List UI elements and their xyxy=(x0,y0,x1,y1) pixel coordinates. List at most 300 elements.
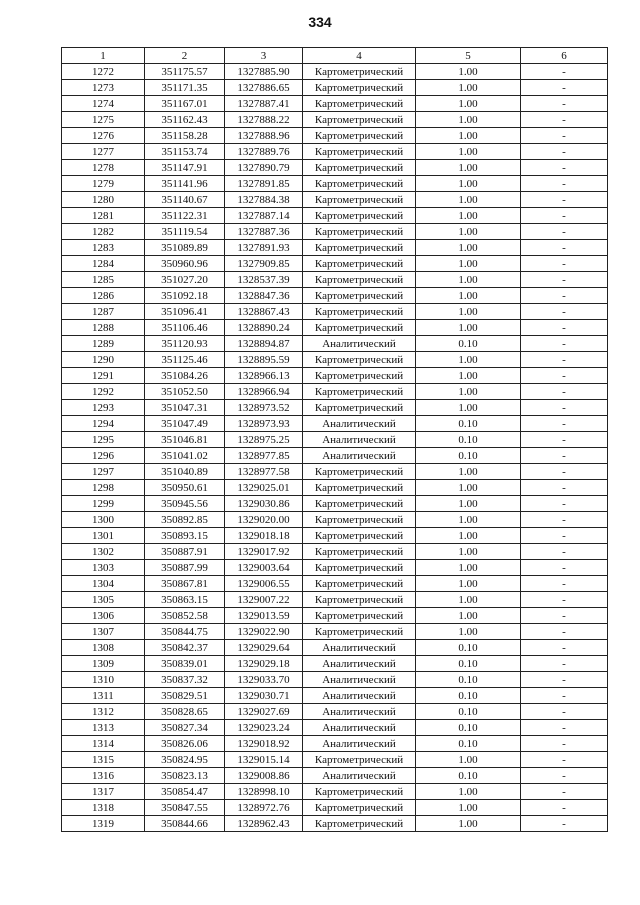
point-number-cell: 1290 xyxy=(62,352,145,368)
accuracy-cell: 1.00 xyxy=(416,272,521,288)
note-cell: - xyxy=(521,64,608,80)
y-coordinate-cell: 1327891.85 xyxy=(225,176,303,192)
accuracy-cell: 1.00 xyxy=(416,592,521,608)
y-coordinate-cell: 1327888.22 xyxy=(225,112,303,128)
point-number-cell: 1272 xyxy=(62,64,145,80)
y-coordinate-cell: 1328977.85 xyxy=(225,448,303,464)
x-coordinate-cell: 350842.37 xyxy=(145,640,225,656)
note-cell: - xyxy=(521,112,608,128)
point-number-cell: 1283 xyxy=(62,240,145,256)
accuracy-cell: 1.00 xyxy=(416,752,521,768)
method-cell: Картометрический xyxy=(303,400,416,416)
table-header-row xyxy=(62,48,608,64)
note-cell: - xyxy=(521,480,608,496)
method-cell: Картометрический xyxy=(303,256,416,272)
table-row xyxy=(62,240,608,256)
table-row xyxy=(62,592,608,608)
note-cell: - xyxy=(521,336,608,352)
method-cell: Картометрический xyxy=(303,128,416,144)
x-coordinate-cell: 351089.89 xyxy=(145,240,225,256)
x-coordinate-cell: 351119.54 xyxy=(145,224,225,240)
table-row xyxy=(62,736,608,752)
y-coordinate-cell: 1328895.59 xyxy=(225,352,303,368)
y-coordinate-cell: 1328972.76 xyxy=(225,800,303,816)
accuracy-cell: 1.00 xyxy=(416,256,521,272)
table-row xyxy=(62,416,608,432)
y-coordinate-cell: 1329020.00 xyxy=(225,512,303,528)
x-coordinate-cell: 351175.57 xyxy=(145,64,225,80)
note-cell: - xyxy=(521,496,608,512)
method-cell: Картометрический xyxy=(303,320,416,336)
x-coordinate-cell: 350863.15 xyxy=(145,592,225,608)
x-coordinate-cell: 350844.75 xyxy=(145,624,225,640)
point-number-cell: 1284 xyxy=(62,256,145,272)
table-row xyxy=(62,304,608,320)
accuracy-cell: 1.00 xyxy=(416,560,521,576)
x-coordinate-cell: 351047.49 xyxy=(145,416,225,432)
y-coordinate-cell: 1329017.92 xyxy=(225,544,303,560)
note-cell: - xyxy=(521,80,608,96)
note-cell: - xyxy=(521,304,608,320)
point-number-cell: 1301 xyxy=(62,528,145,544)
method-cell: Аналитический xyxy=(303,640,416,656)
accuracy-cell: 0.10 xyxy=(416,640,521,656)
column-header: 5 xyxy=(416,48,521,64)
x-coordinate-cell: 350892.85 xyxy=(145,512,225,528)
method-cell: Аналитический xyxy=(303,672,416,688)
point-number-cell: 1299 xyxy=(62,496,145,512)
accuracy-cell: 1.00 xyxy=(416,608,521,624)
y-coordinate-cell: 1327890.79 xyxy=(225,160,303,176)
point-number-cell: 1280 xyxy=(62,192,145,208)
point-number-cell: 1300 xyxy=(62,512,145,528)
accuracy-cell: 1.00 xyxy=(416,816,521,832)
y-coordinate-cell: 1329027.69 xyxy=(225,704,303,720)
accuracy-cell: 0.10 xyxy=(416,688,521,704)
point-number-cell: 1278 xyxy=(62,160,145,176)
point-number-cell: 1285 xyxy=(62,272,145,288)
y-coordinate-cell: 1327891.93 xyxy=(225,240,303,256)
x-coordinate-cell: 351092.18 xyxy=(145,288,225,304)
note-cell: - xyxy=(521,128,608,144)
table-body xyxy=(62,64,608,832)
method-cell: Картометрический xyxy=(303,480,416,496)
table-row xyxy=(62,176,608,192)
table-row xyxy=(62,544,608,560)
method-cell: Картометрический xyxy=(303,96,416,112)
method-cell: Аналитический xyxy=(303,448,416,464)
table-row xyxy=(62,688,608,704)
table-row xyxy=(62,400,608,416)
table-row xyxy=(62,624,608,640)
note-cell: - xyxy=(521,656,608,672)
point-number-cell: 1295 xyxy=(62,432,145,448)
point-number-cell: 1304 xyxy=(62,576,145,592)
x-coordinate-cell: 351027.20 xyxy=(145,272,225,288)
point-number-cell: 1315 xyxy=(62,752,145,768)
point-number-cell: 1303 xyxy=(62,560,145,576)
method-cell: Картометрический xyxy=(303,64,416,80)
accuracy-cell: 1.00 xyxy=(416,368,521,384)
x-coordinate-cell: 351147.91 xyxy=(145,160,225,176)
note-cell: - xyxy=(521,672,608,688)
y-coordinate-cell: 1327889.76 xyxy=(225,144,303,160)
note-cell: - xyxy=(521,560,608,576)
method-cell: Картометрический xyxy=(303,800,416,816)
x-coordinate-cell: 351162.43 xyxy=(145,112,225,128)
table-row xyxy=(62,368,608,384)
method-cell: Картометрический xyxy=(303,512,416,528)
table-row xyxy=(62,288,608,304)
accuracy-cell: 1.00 xyxy=(416,96,521,112)
note-cell: - xyxy=(521,160,608,176)
point-number-cell: 1310 xyxy=(62,672,145,688)
note-cell: - xyxy=(521,96,608,112)
note-cell: - xyxy=(521,720,608,736)
x-coordinate-cell: 351122.31 xyxy=(145,208,225,224)
method-cell: Картометрический xyxy=(303,592,416,608)
x-coordinate-cell: 350828.65 xyxy=(145,704,225,720)
point-number-cell: 1291 xyxy=(62,368,145,384)
method-cell: Картометрический xyxy=(303,384,416,400)
x-coordinate-cell: 351047.31 xyxy=(145,400,225,416)
table-row xyxy=(62,704,608,720)
note-cell: - xyxy=(521,352,608,368)
note-cell: - xyxy=(521,288,608,304)
y-coordinate-cell: 1328537.39 xyxy=(225,272,303,288)
accuracy-cell: 1.00 xyxy=(416,480,521,496)
method-cell: Картометрический xyxy=(303,784,416,800)
note-cell: - xyxy=(521,144,608,160)
note-cell: - xyxy=(521,272,608,288)
point-number-cell: 1296 xyxy=(62,448,145,464)
point-number-cell: 1281 xyxy=(62,208,145,224)
table-row xyxy=(62,448,608,464)
point-number-cell: 1312 xyxy=(62,704,145,720)
note-cell: - xyxy=(521,608,608,624)
table-row xyxy=(62,800,608,816)
accuracy-cell: 1.00 xyxy=(416,176,521,192)
note-cell: - xyxy=(521,240,608,256)
x-coordinate-cell: 350826.06 xyxy=(145,736,225,752)
accuracy-cell: 0.10 xyxy=(416,736,521,752)
accuracy-cell: 1.00 xyxy=(416,128,521,144)
point-number-cell: 1274 xyxy=(62,96,145,112)
x-coordinate-cell: 351141.96 xyxy=(145,176,225,192)
note-cell: - xyxy=(521,448,608,464)
method-cell: Картометрический xyxy=(303,272,416,288)
method-cell: Картометрический xyxy=(303,560,416,576)
accuracy-cell: 1.00 xyxy=(416,528,521,544)
table-row xyxy=(62,272,608,288)
table-row xyxy=(62,64,608,80)
note-cell: - xyxy=(521,704,608,720)
accuracy-cell: 1.00 xyxy=(416,512,521,528)
point-number-cell: 1279 xyxy=(62,176,145,192)
note-cell: - xyxy=(521,256,608,272)
y-coordinate-cell: 1329029.64 xyxy=(225,640,303,656)
note-cell: - xyxy=(521,752,608,768)
y-coordinate-cell: 1328966.13 xyxy=(225,368,303,384)
method-cell: Картометрический xyxy=(303,368,416,384)
table-row xyxy=(62,352,608,368)
point-number-cell: 1309 xyxy=(62,656,145,672)
table-row xyxy=(62,320,608,336)
y-coordinate-cell: 1327909.85 xyxy=(225,256,303,272)
x-coordinate-cell: 351171.35 xyxy=(145,80,225,96)
x-coordinate-cell: 351096.41 xyxy=(145,304,225,320)
note-cell: - xyxy=(521,784,608,800)
x-coordinate-cell: 350827.34 xyxy=(145,720,225,736)
point-number-cell: 1287 xyxy=(62,304,145,320)
accuracy-cell: 1.00 xyxy=(416,144,521,160)
y-coordinate-cell: 1329003.64 xyxy=(225,560,303,576)
table-row xyxy=(62,208,608,224)
column-header: 3 xyxy=(225,48,303,64)
method-cell: Картометрический xyxy=(303,208,416,224)
table-row xyxy=(62,720,608,736)
method-cell: Картометрический xyxy=(303,160,416,176)
y-coordinate-cell: 1329030.86 xyxy=(225,496,303,512)
method-cell: Аналитический xyxy=(303,336,416,352)
point-number-cell: 1293 xyxy=(62,400,145,416)
table-row xyxy=(62,128,608,144)
x-coordinate-cell: 350852.58 xyxy=(145,608,225,624)
method-cell: Картометрический xyxy=(303,576,416,592)
accuracy-cell: 1.00 xyxy=(416,192,521,208)
note-cell: - xyxy=(521,544,608,560)
y-coordinate-cell: 1329006.55 xyxy=(225,576,303,592)
x-coordinate-cell: 350887.91 xyxy=(145,544,225,560)
method-cell: Аналитический xyxy=(303,416,416,432)
method-cell: Картометрический xyxy=(303,176,416,192)
table-row xyxy=(62,768,608,784)
note-cell: - xyxy=(521,224,608,240)
column-header: 4 xyxy=(303,48,416,64)
y-coordinate-cell: 1329018.18 xyxy=(225,528,303,544)
point-number-cell: 1317 xyxy=(62,784,145,800)
note-cell: - xyxy=(521,384,608,400)
point-number-cell: 1308 xyxy=(62,640,145,656)
y-coordinate-cell: 1329033.70 xyxy=(225,672,303,688)
x-coordinate-cell: 350960.96 xyxy=(145,256,225,272)
point-number-cell: 1288 xyxy=(62,320,145,336)
x-coordinate-cell: 350844.66 xyxy=(145,816,225,832)
accuracy-cell: 1.00 xyxy=(416,464,521,480)
note-cell: - xyxy=(521,688,608,704)
note-cell: - xyxy=(521,768,608,784)
point-number-cell: 1298 xyxy=(62,480,145,496)
y-coordinate-cell: 1328973.52 xyxy=(225,400,303,416)
accuracy-cell: 1.00 xyxy=(416,224,521,240)
y-coordinate-cell: 1329007.22 xyxy=(225,592,303,608)
x-coordinate-cell: 351106.46 xyxy=(145,320,225,336)
point-number-cell: 1282 xyxy=(62,224,145,240)
x-coordinate-cell: 350837.32 xyxy=(145,672,225,688)
accuracy-cell: 1.00 xyxy=(416,576,521,592)
y-coordinate-cell: 1328973.93 xyxy=(225,416,303,432)
y-coordinate-cell: 1328847.36 xyxy=(225,288,303,304)
accuracy-cell: 0.10 xyxy=(416,448,521,464)
accuracy-cell: 1.00 xyxy=(416,304,521,320)
accuracy-cell: 1.00 xyxy=(416,544,521,560)
accuracy-cell: 0.10 xyxy=(416,416,521,432)
x-coordinate-cell: 351120.93 xyxy=(145,336,225,352)
accuracy-cell: 0.10 xyxy=(416,672,521,688)
y-coordinate-cell: 1327887.36 xyxy=(225,224,303,240)
note-cell: - xyxy=(521,464,608,480)
method-cell: Аналитический xyxy=(303,736,416,752)
table-row xyxy=(62,496,608,512)
accuracy-cell: 0.10 xyxy=(416,704,521,720)
y-coordinate-cell: 1329023.24 xyxy=(225,720,303,736)
table-row xyxy=(62,656,608,672)
method-cell: Аналитический xyxy=(303,704,416,720)
method-cell: Картометрический xyxy=(303,624,416,640)
note-cell: - xyxy=(521,192,608,208)
x-coordinate-cell: 350854.47 xyxy=(145,784,225,800)
method-cell: Картометрический xyxy=(303,496,416,512)
accuracy-cell: 1.00 xyxy=(416,384,521,400)
table-row xyxy=(62,144,608,160)
note-cell: - xyxy=(521,512,608,528)
x-coordinate-cell: 351040.89 xyxy=(145,464,225,480)
x-coordinate-cell: 351167.01 xyxy=(145,96,225,112)
table-row xyxy=(62,512,608,528)
point-number-cell: 1314 xyxy=(62,736,145,752)
table-row xyxy=(62,224,608,240)
y-coordinate-cell: 1327887.14 xyxy=(225,208,303,224)
point-number-cell: 1297 xyxy=(62,464,145,480)
y-coordinate-cell: 1329022.90 xyxy=(225,624,303,640)
point-number-cell: 1289 xyxy=(62,336,145,352)
table-row xyxy=(62,640,608,656)
x-coordinate-cell: 350829.51 xyxy=(145,688,225,704)
y-coordinate-cell: 1328977.58 xyxy=(225,464,303,480)
x-coordinate-cell: 350839.01 xyxy=(145,656,225,672)
x-coordinate-cell: 350887.99 xyxy=(145,560,225,576)
y-coordinate-cell: 1329029.18 xyxy=(225,656,303,672)
column-header: 1 xyxy=(62,48,145,64)
method-cell: Картометрический xyxy=(303,192,416,208)
accuracy-cell: 1.00 xyxy=(416,64,521,80)
accuracy-cell: 0.10 xyxy=(416,768,521,784)
note-cell: - xyxy=(521,320,608,336)
accuracy-cell: 1.00 xyxy=(416,160,521,176)
note-cell: - xyxy=(521,176,608,192)
y-coordinate-cell: 1328966.94 xyxy=(225,384,303,400)
method-cell: Аналитический xyxy=(303,656,416,672)
x-coordinate-cell: 350945.56 xyxy=(145,496,225,512)
point-number-cell: 1292 xyxy=(62,384,145,400)
note-cell: - xyxy=(521,576,608,592)
x-coordinate-cell: 351158.28 xyxy=(145,128,225,144)
method-cell: Картометрический xyxy=(303,464,416,480)
accuracy-cell: 1.00 xyxy=(416,400,521,416)
point-number-cell: 1306 xyxy=(62,608,145,624)
table-row xyxy=(62,160,608,176)
x-coordinate-cell: 351041.02 xyxy=(145,448,225,464)
table-row xyxy=(62,384,608,400)
method-cell: Картометрический xyxy=(303,608,416,624)
point-number-cell: 1286 xyxy=(62,288,145,304)
note-cell: - xyxy=(521,736,608,752)
point-number-cell: 1313 xyxy=(62,720,145,736)
page-number: 334 xyxy=(308,14,332,30)
method-cell: Картометрический xyxy=(303,544,416,560)
accuracy-cell: 0.10 xyxy=(416,336,521,352)
accuracy-cell: 1.00 xyxy=(416,352,521,368)
method-cell: Картометрический xyxy=(303,80,416,96)
note-cell: - xyxy=(521,368,608,384)
y-coordinate-cell: 1327888.96 xyxy=(225,128,303,144)
note-cell: - xyxy=(521,640,608,656)
coordinates-table xyxy=(61,47,608,832)
note-cell: - xyxy=(521,416,608,432)
table-row xyxy=(62,752,608,768)
y-coordinate-cell: 1328975.25 xyxy=(225,432,303,448)
accuracy-cell: 1.00 xyxy=(416,288,521,304)
y-coordinate-cell: 1328894.87 xyxy=(225,336,303,352)
method-cell: Аналитический xyxy=(303,432,416,448)
y-coordinate-cell: 1329013.59 xyxy=(225,608,303,624)
x-coordinate-cell: 351125.46 xyxy=(145,352,225,368)
table-row xyxy=(62,464,608,480)
method-cell: Аналитический xyxy=(303,720,416,736)
y-coordinate-cell: 1329018.92 xyxy=(225,736,303,752)
y-coordinate-cell: 1327885.90 xyxy=(225,64,303,80)
x-coordinate-cell: 351153.74 xyxy=(145,144,225,160)
method-cell: Аналитический xyxy=(303,768,416,784)
accuracy-cell: 1.00 xyxy=(416,496,521,512)
method-cell: Картометрический xyxy=(303,352,416,368)
y-coordinate-cell: 1329025.01 xyxy=(225,480,303,496)
method-cell: Картометрический xyxy=(303,528,416,544)
table-row xyxy=(62,816,608,832)
accuracy-cell: 1.00 xyxy=(416,240,521,256)
note-cell: - xyxy=(521,400,608,416)
table-row xyxy=(62,96,608,112)
table-row xyxy=(62,432,608,448)
y-coordinate-cell: 1327886.65 xyxy=(225,80,303,96)
table-row xyxy=(62,560,608,576)
table-row xyxy=(62,528,608,544)
x-coordinate-cell: 350824.95 xyxy=(145,752,225,768)
accuracy-cell: 0.10 xyxy=(416,720,521,736)
table-row xyxy=(62,80,608,96)
y-coordinate-cell: 1327887.41 xyxy=(225,96,303,112)
x-coordinate-cell: 350847.55 xyxy=(145,800,225,816)
x-coordinate-cell: 350867.81 xyxy=(145,576,225,592)
point-number-cell: 1311 xyxy=(62,688,145,704)
x-coordinate-cell: 351140.67 xyxy=(145,192,225,208)
method-cell: Картометрический xyxy=(303,112,416,128)
point-number-cell: 1277 xyxy=(62,144,145,160)
point-number-cell: 1276 xyxy=(62,128,145,144)
accuracy-cell: 1.00 xyxy=(416,320,521,336)
x-coordinate-cell: 350893.15 xyxy=(145,528,225,544)
point-number-cell: 1273 xyxy=(62,80,145,96)
accuracy-cell: 1.00 xyxy=(416,112,521,128)
y-coordinate-cell: 1329015.14 xyxy=(225,752,303,768)
accuracy-cell: 1.00 xyxy=(416,208,521,224)
point-number-cell: 1307 xyxy=(62,624,145,640)
method-cell: Картометрический xyxy=(303,288,416,304)
point-number-cell: 1294 xyxy=(62,416,145,432)
table-row xyxy=(62,576,608,592)
point-number-cell: 1316 xyxy=(62,768,145,784)
table-row xyxy=(62,608,608,624)
